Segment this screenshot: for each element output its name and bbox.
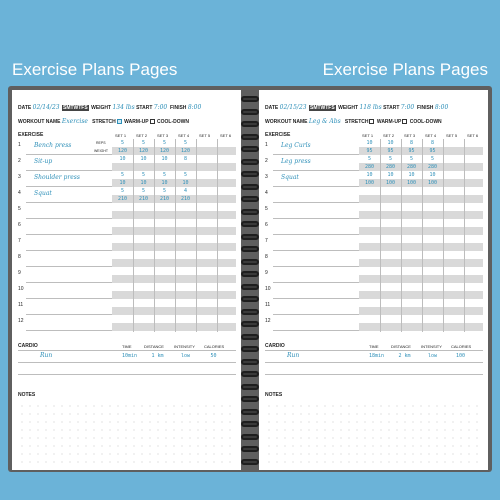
reps-value[interactable]: 5	[367, 156, 371, 162]
weight-value[interactable]: 280	[385, 164, 396, 170]
finish-label: FINISH	[170, 105, 187, 111]
reps-value[interactable]: 10	[387, 140, 394, 146]
weekday-selector[interactable]: SMTWTFS	[309, 105, 335, 111]
weight-value[interactable]: 210	[138, 196, 149, 202]
cardio-divider	[18, 362, 236, 363]
exercise-name[interactable]: Squat	[281, 174, 299, 181]
exercise-name-line[interactable]	[273, 202, 359, 203]
exercise-number: 2	[265, 158, 268, 164]
set-header: SET 6	[467, 133, 479, 138]
cardio-calories-header: CALORIES	[204, 344, 225, 349]
exercise-name[interactable]: Sit-up	[34, 158, 53, 165]
weight-value[interactable]: 95	[366, 148, 373, 154]
notes-header: NOTES	[18, 392, 36, 398]
cardio-intensity-header: INTENSITY	[174, 344, 195, 349]
exercise-number: 11	[265, 302, 271, 308]
weight-value[interactable]: 134 lbs	[112, 104, 135, 111]
exercise-number: 9	[18, 270, 21, 276]
exercise-name-line[interactable]	[273, 186, 359, 187]
exercise-number: 6	[18, 222, 21, 228]
spiral-ring	[241, 146, 259, 152]
reps-value[interactable]: 5	[183, 140, 187, 146]
set-header: SET 2	[383, 133, 395, 138]
reps-value[interactable]: 5	[388, 156, 392, 162]
spiral-ring	[241, 384, 259, 390]
workout-name-value[interactable]: Leg & Abs	[308, 118, 341, 125]
cardio-calories-header: CALORIES	[451, 344, 472, 349]
workout-name-label: WORKOUT NAME	[18, 119, 61, 125]
exercise-number: 6	[265, 222, 268, 228]
planner-page-left	[12, 90, 241, 470]
cardio-distance-header: DISTANCE	[391, 344, 411, 349]
exercise-number: 12	[265, 318, 271, 324]
cardio-time-header: TIME	[369, 344, 379, 349]
exercise-name[interactable]: Leg press	[281, 158, 311, 165]
notes-dot-grid[interactable]	[18, 402, 236, 464]
start-value[interactable]: 7:00	[400, 104, 415, 111]
exercise-name-line[interactable]	[26, 218, 112, 219]
reps-value[interactable]: 5	[141, 140, 145, 146]
exercise-name-line[interactable]	[273, 330, 359, 331]
cardio-header: CARDIO	[265, 343, 285, 349]
exercise-number: 4	[265, 190, 268, 196]
spiral-ring	[241, 396, 259, 402]
exercise-name[interactable]: Bench press	[34, 142, 72, 149]
exercise-name-line[interactable]	[273, 314, 359, 315]
spiral-ring	[241, 296, 259, 302]
weight-label: WEIGHT	[338, 105, 359, 111]
stretch-checkbox[interactable]	[369, 119, 374, 124]
reps-value[interactable]: 5	[162, 188, 166, 194]
spiral-ring	[241, 184, 259, 190]
stretch-label: STRETCH	[92, 119, 116, 125]
reps-value[interactable]: 4	[183, 188, 187, 194]
cardio-intensity[interactable]: low	[427, 353, 438, 359]
cardio-divider	[265, 374, 483, 375]
cardio-calories[interactable]: 100	[455, 353, 466, 359]
weight-value[interactable]: 100	[427, 180, 438, 186]
reps-value[interactable]: 5	[183, 172, 187, 178]
reps-value[interactable]: 8	[183, 156, 187, 162]
cardio-divider	[18, 374, 236, 375]
start-value[interactable]: 7:00	[153, 104, 168, 111]
exercise-number: 7	[18, 238, 21, 244]
reps-value[interactable]: 10	[387, 172, 394, 178]
start-label: START	[383, 105, 400, 111]
exercise-name-line[interactable]	[273, 250, 359, 251]
exercise-name-line[interactable]	[26, 186, 112, 187]
weight-value[interactable]: 100	[364, 180, 375, 186]
exercise-name-line[interactable]	[26, 234, 112, 235]
cardio-time[interactable]: 18min	[368, 353, 385, 359]
exercise-name-line[interactable]	[26, 298, 112, 299]
exercise-number: 7	[265, 238, 268, 244]
weight-value[interactable]: 120	[117, 148, 128, 154]
spiral-ring	[241, 246, 259, 252]
reps-value[interactable]: 10	[140, 156, 147, 162]
banner-left: Exercise Plans Pages	[12, 60, 178, 79]
exercise-number: 10	[265, 286, 271, 292]
exercise-name-line[interactable]	[273, 170, 359, 171]
cardio-time-header: TIME	[122, 344, 132, 349]
cardio-divider	[18, 350, 236, 351]
exercise-number: 1	[18, 142, 21, 148]
date-label: DATE	[18, 105, 32, 111]
exercise-number: 9	[265, 270, 268, 276]
weight-value[interactable]: 280	[406, 164, 417, 170]
workout-row	[265, 118, 442, 125]
notes-header: NOTES	[265, 392, 283, 398]
exercise-column-header: EXERCISE	[18, 132, 44, 138]
cardio-divider	[265, 362, 483, 363]
spiral-ring	[241, 259, 259, 265]
column-divider	[133, 139, 134, 332]
column-divider	[175, 139, 176, 332]
exercise-name-line[interactable]	[26, 314, 112, 315]
exercise-number: 5	[265, 206, 268, 212]
stretch-label: STRETCH	[344, 119, 369, 125]
finish-value[interactable]: 8:00	[434, 104, 449, 111]
set-header: SET 3	[157, 133, 169, 138]
column-divider	[217, 139, 218, 332]
spiral-ring	[241, 271, 259, 277]
weight-sub-label: WEIGHT	[94, 149, 108, 153]
spiral-ring	[241, 109, 259, 115]
set-header: SET 5	[446, 133, 458, 138]
reps-value[interactable]: 5	[430, 156, 434, 162]
spiral-ring	[241, 234, 259, 240]
weight-value[interactable]: 280	[427, 164, 438, 170]
date-label: DATE	[265, 105, 279, 111]
exercise-name-line[interactable]	[273, 154, 359, 155]
banner-right: Exercise Plans Pages	[322, 60, 488, 79]
exercise-name-line[interactable]	[273, 282, 359, 283]
spiral-ring	[241, 196, 259, 202]
spiral-ring	[241, 171, 259, 177]
weekday-selector[interactable]: SMTWTFS	[62, 105, 88, 111]
notes-dot-grid[interactable]	[265, 402, 483, 464]
set-header: SET 5	[199, 133, 211, 138]
exercise-name-line[interactable]	[26, 154, 112, 155]
weight-value[interactable]: 10	[182, 180, 189, 186]
weight-value[interactable]: 210	[117, 196, 128, 202]
exercise-name-line[interactable]	[26, 170, 112, 171]
weight-value[interactable]: 210	[180, 196, 191, 202]
cardio-header: CARDIO	[18, 343, 38, 349]
exercise-name[interactable]: Shoulder press	[34, 174, 80, 181]
reps-value[interactable]: 10	[429, 172, 436, 178]
weight-value[interactable]: 100	[385, 180, 396, 186]
set-header: SET 6	[220, 133, 232, 138]
warmup-label: WARM-UP	[124, 119, 149, 125]
exercise-number: 3	[18, 174, 21, 180]
column-divider	[196, 139, 197, 332]
page-header-row	[265, 104, 448, 111]
workout-name-label: WORKOUT NAME	[265, 119, 308, 125]
spiral-ring	[241, 221, 259, 227]
spiral-ring	[241, 421, 259, 427]
exercise-name-line[interactable]	[273, 234, 359, 235]
reps-label: REPS	[96, 141, 106, 145]
weight-value[interactable]: 100	[406, 180, 417, 186]
cardio-intensity-header: INTENSITY	[421, 344, 442, 349]
exercise-number: 8	[265, 254, 268, 260]
column-divider	[154, 139, 155, 332]
warmup-checkbox[interactable]	[150, 119, 155, 124]
exercise-number: 11	[18, 302, 24, 308]
finish-value[interactable]: 8:00	[187, 104, 202, 111]
reps-value[interactable]: 10	[119, 156, 126, 162]
weight-value[interactable]: 118 lbs	[359, 104, 382, 111]
set-header: SET 1	[362, 133, 374, 138]
cardio-intensity[interactable]: low	[180, 353, 191, 359]
spiral-ring	[241, 309, 259, 315]
warmup-checkbox[interactable]	[402, 119, 407, 124]
spiral-ring	[241, 346, 259, 352]
reps-value[interactable]: 10	[366, 140, 373, 146]
exercise-name-line[interactable]	[26, 202, 112, 203]
exercise-name-line[interactable]	[26, 282, 112, 283]
cooldown-label: COOL-DOWN	[157, 119, 189, 125]
exercise-column-header: EXERCISE	[265, 132, 291, 138]
exercise-name-line[interactable]	[26, 250, 112, 251]
exercise-name-line[interactable]	[273, 266, 359, 267]
exercise-name-line[interactable]	[273, 218, 359, 219]
spiral-ring	[241, 459, 259, 465]
cardio-distance-header: DISTANCE	[144, 344, 164, 349]
exercise-name-line[interactable]	[273, 298, 359, 299]
exercise-number: 1	[265, 142, 268, 148]
spiral-ring	[241, 334, 259, 340]
weight-value[interactable]: 120	[138, 148, 149, 154]
reps-value[interactable]: 5	[120, 140, 124, 146]
spiral-ring	[241, 159, 259, 165]
exercise-number: 4	[18, 190, 21, 196]
weight-value[interactable]: 10	[161, 180, 168, 186]
set-header: SET 1	[115, 133, 127, 138]
exercise-name[interactable]: Leg Curls	[281, 142, 311, 149]
spiral-ring	[241, 284, 259, 290]
spiral-ring	[241, 409, 259, 415]
exercise-number: 2	[18, 158, 21, 164]
spiral-ring	[241, 121, 259, 127]
reps-value[interactable]: 10	[366, 172, 373, 178]
spiral-ring	[241, 321, 259, 327]
spiral-ring	[241, 209, 259, 215]
stretch-checkbox[interactable]	[117, 119, 122, 124]
spiral-binding	[241, 90, 259, 470]
reps-value[interactable]: 10	[161, 156, 168, 162]
spiral-ring	[241, 446, 259, 452]
weight-value[interactable]: 280	[364, 164, 375, 170]
cardio-activity[interactable]: Run	[287, 352, 300, 359]
set-header: SET 3	[404, 133, 416, 138]
page-header-row	[18, 104, 201, 111]
finish-label: FINISH	[417, 105, 434, 111]
weight-value[interactable]: 95	[408, 148, 415, 154]
spiral-ring	[241, 359, 259, 365]
reps-value[interactable]: 5	[141, 188, 145, 194]
weight-value[interactable]: 120	[180, 148, 191, 154]
exercise-number: 12	[18, 318, 24, 324]
weight-value[interactable]: 95	[387, 148, 394, 154]
column-divider	[443, 139, 444, 332]
date-value[interactable]: 02/15/23	[279, 104, 307, 111]
weight-value[interactable]: 95	[429, 148, 436, 154]
weight-value[interactable]: 10	[119, 180, 126, 186]
cooldown-label: COOL-DOWN	[409, 119, 442, 125]
reps-value[interactable]: 5	[162, 140, 166, 146]
reps-value[interactable]: 8	[409, 140, 413, 146]
reps-value[interactable]: 5	[409, 156, 413, 162]
date-value[interactable]: 02/14/23	[32, 104, 60, 111]
exercise-number: 5	[18, 206, 21, 212]
spiral-ring	[241, 134, 259, 140]
spiral-ring	[241, 371, 259, 377]
planner-page-right	[259, 90, 488, 470]
cardio-distance[interactable]: 2 km	[398, 353, 411, 359]
column-divider	[464, 139, 465, 332]
weight-label: WEIGHT	[91, 105, 112, 111]
spiral-ring	[241, 96, 259, 102]
reps-value[interactable]: 5	[141, 172, 145, 178]
exercise-number: 3	[265, 174, 268, 180]
start-label: START	[136, 105, 153, 111]
reps-value[interactable]: 10	[408, 172, 415, 178]
set-header: SET 4	[425, 133, 437, 138]
weight-value[interactable]: 120	[159, 148, 170, 154]
workout-name-value[interactable]: Exercise	[61, 118, 88, 125]
workout-row	[18, 118, 189, 125]
set-header: SET 2	[136, 133, 148, 138]
exercise-name-line[interactable]	[26, 330, 112, 331]
warmup-label: WARM-UP	[376, 119, 402, 125]
exercise-number: 8	[18, 254, 21, 260]
set-header: SET 4	[178, 133, 190, 138]
exercise-number: 10	[18, 286, 24, 292]
reps-value[interactable]: 5	[120, 172, 124, 178]
weight-value[interactable]: 210	[159, 196, 170, 202]
exercise-name-line[interactable]	[26, 266, 112, 267]
reps-value[interactable]: 5	[120, 188, 124, 194]
weight-value[interactable]: 10	[140, 180, 147, 186]
cardio-time[interactable]: 10min	[121, 353, 138, 359]
cardio-calories[interactable]: 50	[210, 353, 217, 359]
reps-value[interactable]: 8	[430, 140, 434, 146]
cardio-activity[interactable]: Run	[40, 352, 53, 359]
reps-value[interactable]: 5	[162, 172, 166, 178]
spiral-ring	[241, 434, 259, 440]
cardio-distance[interactable]: 1 km	[151, 353, 164, 359]
cardio-divider	[265, 350, 483, 351]
exercise-name[interactable]: Squat	[34, 190, 52, 197]
